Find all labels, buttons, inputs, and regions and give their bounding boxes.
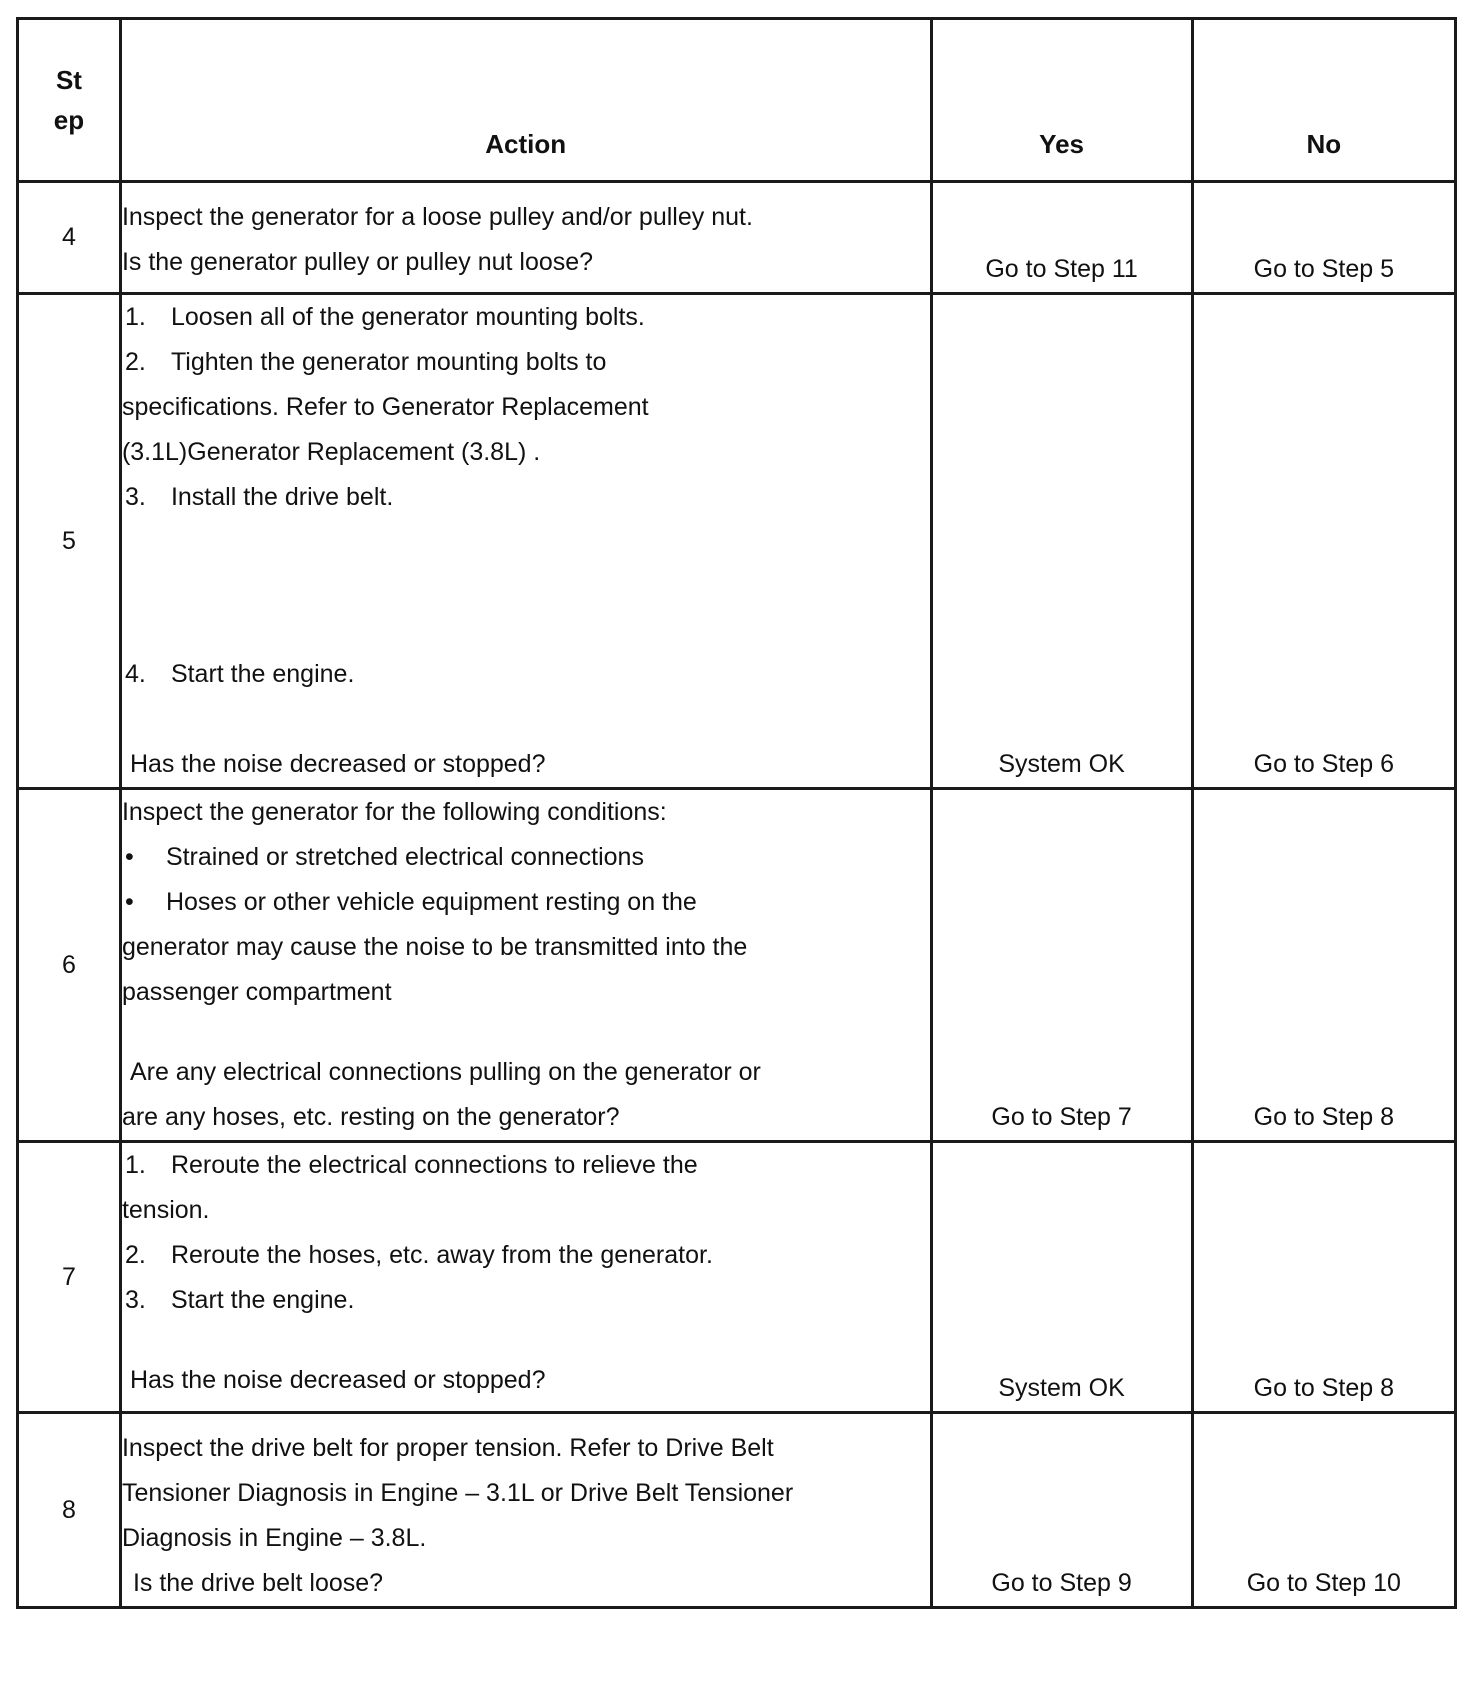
table-row xyxy=(18,1413,1456,1608)
action-column-header: Action xyxy=(120,19,931,182)
yes-result: System OK xyxy=(931,294,1192,789)
bullet-icon: • xyxy=(124,843,134,871)
list-item: 2. Tighten the generator mounting bolts to xyxy=(124,348,607,376)
yes-result: Go to Step 11 xyxy=(931,182,1192,294)
no-result: Go to Step 5 xyxy=(1192,182,1455,294)
list-item: • Strained or stretched electrical connections xyxy=(122,835,930,880)
action-question: Are any electrical connections pulling on the generator or xyxy=(129,1058,761,1086)
list-item: 2. Reroute the hoses, etc. away from the generator. xyxy=(124,1241,713,1269)
yes-result: Go to Step 9 xyxy=(931,1413,1192,1608)
no-column-header: No xyxy=(1192,19,1455,182)
action-text: specifications. Refer to Generator Replacement xyxy=(121,393,649,421)
action-text: tension. xyxy=(121,1196,210,1224)
action-text: Inspect the generator for a loose pulley and/or pulley nut. xyxy=(121,203,753,231)
no-result: Go to Step 10 xyxy=(1192,1413,1455,1608)
action-text: (3.1L)Generator Replacement (3.8L) . xyxy=(121,438,541,466)
list-item: 3. Start the engine. xyxy=(124,1286,355,1314)
table-row xyxy=(18,294,1456,789)
list-item: 3. Install the drive belt. xyxy=(124,483,394,511)
action-cell xyxy=(120,294,931,789)
action-text: Inspect the drive belt for proper tension. Refer to Drive Belt xyxy=(121,1434,774,1462)
yes-result: System OK xyxy=(931,1142,1192,1413)
table-row xyxy=(18,182,1456,294)
no-result: Go to Step 8 xyxy=(1192,789,1455,1142)
list-item: 1. Reroute the electrical connections to relieve the xyxy=(124,1151,698,1179)
diagnostic-table xyxy=(16,17,1457,1609)
step-number: 6 xyxy=(18,789,121,1142)
no-result: Go to Step 8 xyxy=(1192,1142,1455,1413)
step-number: 7 xyxy=(18,1142,121,1413)
table-row xyxy=(18,1142,1456,1413)
no-result: Go to Step 6 xyxy=(1192,294,1455,789)
list-item: 4. Start the engine. xyxy=(124,660,355,688)
list-item: 1. Loosen all of the generator mounting bolts. xyxy=(124,303,645,331)
header-row xyxy=(18,19,1456,182)
list-item: • Hoses or other vehicle equipment resting on the xyxy=(122,880,930,925)
action-cell xyxy=(120,789,931,1142)
action-text: passenger compartment xyxy=(121,978,392,1006)
step-number: 4 xyxy=(18,182,121,294)
bullet-icon: • xyxy=(124,888,134,916)
step-column-header: St ep xyxy=(18,19,121,182)
action-cell xyxy=(120,1142,931,1413)
action-text: generator may cause the noise to be transmitted into the xyxy=(121,933,748,961)
step-number: 5 xyxy=(18,294,121,789)
action-cell xyxy=(120,1413,931,1608)
action-question: Is the drive belt loose? xyxy=(132,1569,384,1597)
action-cell xyxy=(120,182,931,294)
table-row xyxy=(18,789,1456,1142)
action-text: Tensioner Diagnosis in Engine – 3.1L or Drive Belt Tensioner xyxy=(121,1479,794,1507)
action-text: Inspect the generator for the following conditions: xyxy=(121,798,667,826)
action-question: Is the generator pulley or pulley nut loose? xyxy=(121,248,594,276)
action-question: Has the noise decreased or stopped? xyxy=(129,750,546,778)
yes-column-header: Yes xyxy=(931,19,1192,182)
action-text: Diagnosis in Engine – 3.8L. xyxy=(121,1524,427,1552)
yes-result: Go to Step 7 xyxy=(931,789,1192,1142)
step-number: 8 xyxy=(18,1413,121,1608)
action-question: Has the noise decreased or stopped? xyxy=(129,1366,546,1394)
action-question: are any hoses, etc. resting on the generator? xyxy=(121,1103,620,1131)
